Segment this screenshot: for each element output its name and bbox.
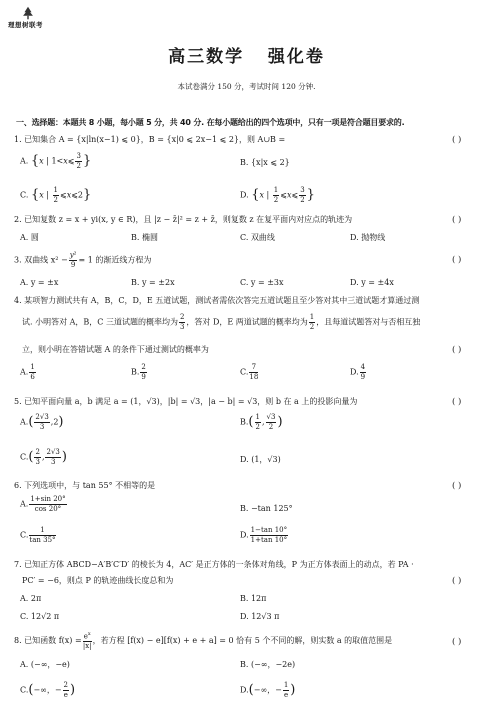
q3-stem-end: = 1 的渐近线方程为 [78, 255, 152, 265]
question-8-stem: 8. 已知函数 f(x) = $\frac{e^x}{|x|}$ ，若方程 [f(x) − e][f(x) + e + a] = 0 恰有 5 个不同的解，则实数 a 的取值范围是 [14, 631, 393, 651]
q5-option-c-label: C. [20, 452, 29, 462]
q2-option-c: C. 双曲线 [240, 233, 275, 242]
q4-line2-b: ，答对 D，E 两道试题的概率均为 [186, 317, 308, 327]
q1-option-b: B. {x|x ⩽ 2} [240, 158, 290, 167]
question-3-stem: 3. 双曲线 x² − $\frac{\text{y²}}{9}$ = 1 的渐近线方程为 [14, 251, 152, 269]
q1-option-d: D. {x | $\frac{1}{2}$ ⩽x⩽ $\frac{3}{2}$ } [240, 186, 315, 204]
q8-option-d: D.(−∞，− $\frac{1}{e}$ ) [240, 681, 296, 699]
q5-option-a: A.( $\frac{2√3}{3}$ ,2) [20, 413, 64, 431]
q4-option-b-label: B. [131, 367, 140, 377]
q5-option-b-label: B. [240, 417, 249, 427]
answer-paren-6: ( ) [452, 481, 462, 491]
q7-option-b: B. 12π [240, 594, 267, 603]
q2-option-d: D. 抛物线 [350, 233, 386, 242]
page-title: 高三数学 强化卷 [168, 47, 325, 67]
q8-option-c: C.(−∞，− $\frac{2}{e}$ ) [20, 681, 76, 699]
question-7-line1: 7. 已知正方体 ABCD−A′B′C′D′ 的棱长为 4，AC′ 是正方体的一条体对角线，P 为正方体表面上的动点，若 PA · [14, 560, 414, 569]
q3-option-b: B. y = ±2x [131, 278, 175, 287]
answer-paren-4: ( ) [452, 345, 462, 355]
q4-option-a: A. $\frac{1}{6}$ [20, 363, 35, 381]
q3-option-a: A. y = ±x [20, 278, 59, 287]
q6-option-a: A. $\frac{1+\sin 20^\circ}{\cos 20^\circ}$ [20, 495, 66, 513]
answer-paren-3: ( ) [452, 255, 462, 265]
q8-option-b: B. (−∞，−2e) [240, 660, 296, 669]
q5-option-a-label: A. [20, 417, 29, 427]
q1-option-c: C. {x | $\frac{1}{2}$ ⩽x⩽2} [20, 186, 92, 204]
q6-option-b: B. −tan 125° [240, 504, 293, 513]
q1-option-a-label: A. [20, 156, 29, 166]
answer-paren-7: ( ) [452, 576, 462, 586]
q4-line2-a: 试. 小明答对 A，B，C 三道试题的概率均为 [22, 317, 178, 327]
q4-option-a-label: A. [20, 367, 29, 377]
question-7-line2: PC′ = −6，则点 P 的轨迹曲线长度总和为 [22, 576, 174, 585]
exam-info: 本试卷满分 150 分，考试时间 120 分钟. [177, 82, 316, 91]
q4-option-d-label: D. [350, 367, 359, 377]
q1-option-a: A. {x | 1<x⩽ $\frac{3}{2}$ } [20, 152, 92, 170]
q5-option-d: D. (1，√3) [240, 455, 281, 464]
question-4-line3: 立，则小明在答错试题 A 的条件下通过测试的概率为 [22, 345, 209, 354]
q3-option-c: C. y = ±3x [240, 278, 284, 287]
q8-option-d-label: D. [240, 685, 249, 695]
q8-stem-start: 8. 已知函数 f(x) = [14, 636, 82, 646]
q6-option-d: D. $\frac{1-\tan 10^\circ}{1+\tan 10^\circ}$ [240, 526, 288, 544]
section-heading: 一、选择题：本题共 8 小题，每小题 5 分，共 40 分. 在每小题给出的四个选项中，只有一项是符合题目要求的. [16, 118, 405, 127]
q7-option-d: D. 12√3 π [240, 612, 280, 621]
q8-option-c-label: C. [20, 685, 29, 695]
q4-line2-c: ，且每道试题答对与否相互独 [316, 317, 421, 327]
answer-paren-1: ( ) [452, 135, 462, 145]
tree-logo-icon [21, 6, 35, 20]
answer-paren-8: ( ) [452, 637, 462, 647]
logo-text: 理想树联考 [8, 21, 43, 29]
q6-option-d-label: D. [240, 530, 249, 540]
question-1-stem: 1. 已知集合 A = {x|ln(x−1) ⩽ 0}，B = {x|0 ⩽ 2x−1 ⩽ 2}，则 A∪B = [14, 135, 286, 144]
q5-option-b: B.( $\frac{1}{2}$ , $\frac{√3}{2}$ ) [240, 413, 283, 431]
question-4-line1: 4. 某项智力测试共有 A，B，C，D，E 五道试题，测试者需依次答完五道试题且至少答对其中三道试题才算通过测 [14, 296, 420, 305]
q8-option-a: A. (−∞，−e) [20, 660, 70, 669]
q2-option-b: B. 椭圆 [131, 233, 158, 242]
q5-option-c: C.( $\frac{2}{3}$ , $\frac{2√3}{3}$ ) [20, 448, 67, 466]
q6-option-a-label: A. [20, 499, 29, 509]
q4-option-d: D. $\frac{4}{9}$ [350, 363, 366, 381]
q2-option-a: A. 圆 [20, 233, 39, 242]
q6-option-c: C. $\frac{1}{\tan 35^\circ}$ [20, 526, 56, 544]
q3-option-d: D. y = ±4x [350, 278, 394, 287]
answer-paren-5: ( ) [452, 397, 462, 407]
question-4-line2: 试. 小明答对 A，B，C 三道试题的概率均为 $\frac{2}{3}$ ，答对 D，E 两道试题的概率均为 $\frac{1}{2}$ ，且每道试题答对与否相互独 [22, 313, 421, 331]
q7-option-a: A. 2π [20, 594, 42, 603]
q3-stem-start: 3. 双曲线 x² − [14, 255, 68, 265]
q4-option-c-label: C. [240, 367, 249, 377]
answer-paren-2: ( ) [452, 215, 462, 225]
q8-stem-end: ，若方程 [f(x) − e][f(x) + e + a] = 0 恰有 5 个不同的解，则实数 a 的取值范围是 [92, 636, 393, 646]
question-6-stem: 6. 下列选项中，与 tan 55° 不相等的是 [14, 481, 156, 490]
q1-option-d-label: D. [240, 190, 249, 200]
question-5-stem: 5. 已知平面向量 a，b 满足 a = (1，√3)，|b| = √3，|a − b| = √3，则 b 在 a 上的投影向量为 [14, 397, 358, 406]
q7-option-c: C. 12√2 π [20, 612, 60, 621]
q6-option-c-label: C. [20, 530, 29, 540]
publisher-logo [8, 6, 48, 29]
question-2-stem: 2. 已知复数 z = x + yi(x, y ∈ R)，且 |z − z̄|² = z + z̄，则复数 z 在复平面内对应点的轨迹为 [14, 215, 353, 224]
q4-option-c: C. $\frac{7}{18}$ [240, 363, 259, 381]
q4-option-b: B. $\frac{2}{9}$ [131, 363, 146, 381]
q1-option-c-label: C. [20, 190, 29, 200]
